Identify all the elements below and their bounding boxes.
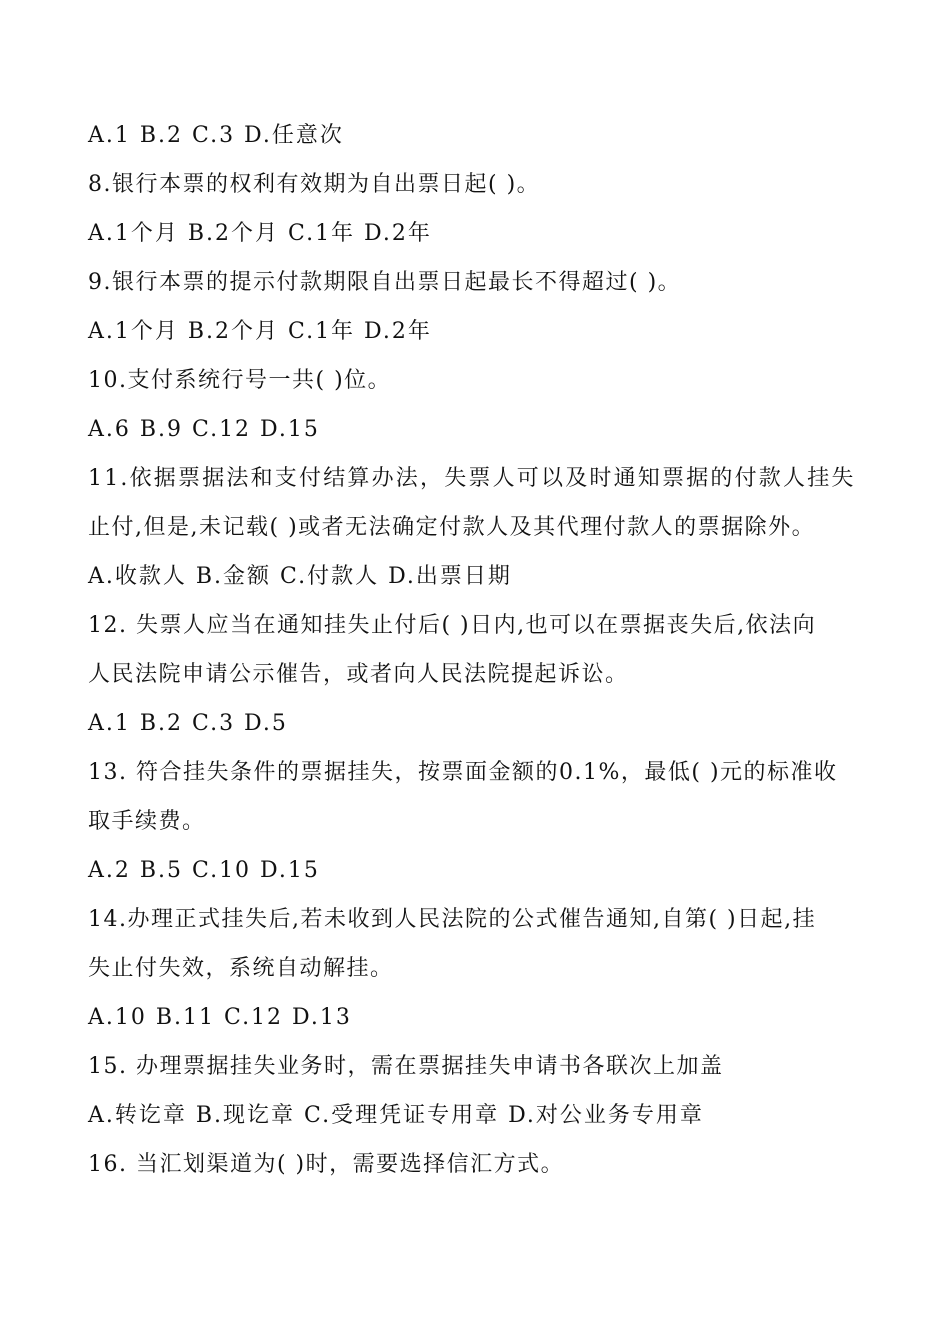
options-q7: A.1 B.2 C.3 D.任意次 <box>88 123 344 148</box>
options-q14: A.10 B.11 C.12 D.13 <box>88 1005 352 1030</box>
question-12-line-1: 12. 失票人应当在通知挂失止付后( )日内,也可以在票据丧失后,依法向 <box>88 613 817 638</box>
question-16: 16. 当汇划渠道为( )时，需要选择信汇方式。 <box>88 1152 565 1177</box>
question-15: 15. 办理票据挂失业务时，需在票据挂失申请书各联次上加盖 <box>88 1054 724 1079</box>
options-q8: A.1个月 B.2个月 C.1年 D.2年 <box>88 221 432 246</box>
question-11-line-2: 止付,但是,未记载( )或者无法确定付款人及其代理付款人的票据除外。 <box>88 515 816 540</box>
question-12-line-2: 人民法院申请公示催告，或者向人民法院提起诉讼。 <box>88 662 629 687</box>
question-13-line-1: 13. 符合挂失条件的票据挂失，按票面金额的0.1%，最低( )元的标准收 <box>88 760 838 785</box>
options-q12: A.1 B.2 C.3 D.5 <box>88 711 288 736</box>
options-q15: A.转讫章 B.现讫章 C.受理凭证专用章 D.对公业务专用章 <box>88 1103 704 1128</box>
question-8: 8.银行本票的权利有效期为自出票日起( )。 <box>88 172 541 197</box>
options-q13: A.2 B.5 C.10 D.15 <box>88 858 320 883</box>
question-13-line-2: 取手续费。 <box>88 809 206 834</box>
question-10: 10.支付系统行号一共( )位。 <box>88 368 392 393</box>
question-11-line-1: 11.依据票据法和支付结算办法，失票人可以及时通知票据的付款人挂失 <box>88 466 856 491</box>
question-9: 9.银行本票的提示付款期限自出票日起最长不得超过( )。 <box>88 270 682 295</box>
question-14-line-2: 失止付失效，系统自动解挂。 <box>88 956 394 981</box>
options-q9: A.1个月 B.2个月 C.1年 D.2年 <box>88 319 432 344</box>
options-q11: A.收款人 B.金额 C.付款人 D.出票日期 <box>88 564 512 589</box>
question-14-line-1: 14.办理正式挂失后,若未收到人民法院的公式催告通知,自第( )日起,挂 <box>88 907 817 932</box>
options-q10: A.6 B.9 C.12 D.15 <box>88 417 320 442</box>
